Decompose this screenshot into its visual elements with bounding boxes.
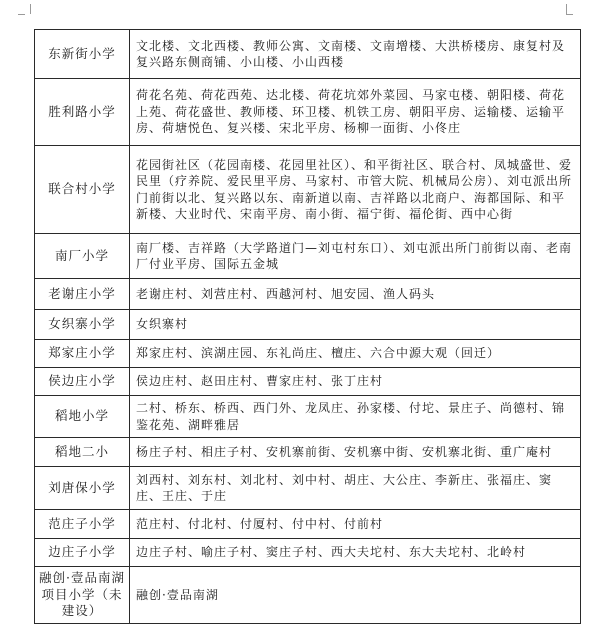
crop-mark-top-right xyxy=(566,4,573,14)
district-area-cell: 刘西村、刘东村、刘北村、刘中村、胡庄、大公庄、李新庄、张福庄、窦庄、王庄、于庄 xyxy=(130,467,581,510)
school-name-cell: 稻地小学 xyxy=(35,396,130,438)
district-area-cell: 荷花名苑、荷花西苑、达北楼、荷花坑郊外菜园、马家屯楼、朝阳楼、荷花上苑、荷花盛世、教师楼、环卫楼、机铁工房、朝阳平房、运输楼、运输平房、荷塘悦色、复兴楼、宋北平房、杨柳一面街、小佟庄 xyxy=(130,79,581,146)
table-row xyxy=(35,368,581,396)
table-row xyxy=(35,396,581,438)
table-row xyxy=(35,79,581,146)
district-area-cell: 老谢庄村、刘营庄村、西越河村、旭安园、渔人码头 xyxy=(130,279,581,310)
table-row xyxy=(35,567,581,624)
school-district-table xyxy=(34,29,581,624)
table-row xyxy=(35,310,581,340)
crop-mark-top-left-horizontal xyxy=(18,14,25,15)
table-row xyxy=(35,146,581,234)
district-area-cell: 南厂楼、吉祥路（大学路道门—刘屯村东口）、刘屯派出所门前街以南、老南厂付业平房、国际五金城 xyxy=(130,234,581,279)
table-row xyxy=(35,340,581,368)
district-area-cell: 融创·壹品南湖 xyxy=(130,567,581,624)
district-area-cell: 文北楼、文北西楼、教师公寓、文南楼、文南增楼、大洪桥楼房、康复村及复兴路东侧商铺、小山楼、小山西楼 xyxy=(130,30,581,79)
district-area-cell: 花园街社区（花园南楼、花园里社区）、和平街社区、联合村、凤城盛世、爱民里（疗养院、爱民里平房、马家村、市管大院、机械局公房）、刘屯派出所门前街以北、复兴路以东、南新道以南、吉祥路以北商户、海都国际、和平新楼、大业时代、宋南平房、南小街、福宁街、福伦街、西中心街 xyxy=(130,146,581,234)
school-name-cell: 联合村小学 xyxy=(35,146,130,234)
school-name-cell: 刘唐保小学 xyxy=(35,467,130,510)
school-name-cell: 稻地二小 xyxy=(35,438,130,467)
school-name-cell: 郑家庄小学 xyxy=(35,340,130,368)
school-name-cell: 女织寨小学 xyxy=(35,310,130,340)
table-row xyxy=(35,438,581,467)
district-area-cell: 边庄子村、喻庄子村、窦庄子村、西大夫坨村、东大夫坨村、北岭村 xyxy=(130,539,581,567)
table-row xyxy=(35,234,581,279)
table-row xyxy=(35,279,581,310)
school-name-cell: 范庄子小学 xyxy=(35,510,130,539)
district-area-cell: 范庄村、付北村、付厦村、付中村、付前村 xyxy=(130,510,581,539)
school-name-cell: 南厂小学 xyxy=(35,234,130,279)
district-area-cell: 郑家庄村、滨湖庄园、东礼尚庄、檀庄、六合中源大观（回迁） xyxy=(130,340,581,368)
school-name-cell: 老谢庄小学 xyxy=(35,279,130,310)
crop-mark-top-left xyxy=(24,4,31,14)
school-name-cell: 胜利路小学 xyxy=(35,79,130,146)
district-area-cell: 侯边庄村、赵田庄村、曹家庄村、张丁庄村 xyxy=(130,368,581,396)
district-area-cell: 二村、桥东、桥西、西门外、龙凤庄、孙家楼、付坨、景庄子、尚德村、锦鉴花苑、湖畔雅居 xyxy=(130,396,581,438)
table-row xyxy=(35,467,581,510)
district-area-cell: 女织寨村 xyxy=(130,310,581,340)
crop-mark-top-right-horizontal xyxy=(566,14,573,15)
table-row xyxy=(35,510,581,539)
school-name-cell: 边庄子小学 xyxy=(35,539,130,567)
district-area-cell: 杨庄子村、相庄子村、安机寨前街、安机寨中街、安机寨北街、重广庵村 xyxy=(130,438,581,467)
school-name-cell: 侯边庄小学 xyxy=(35,368,130,396)
table-row xyxy=(35,539,581,567)
school-name-cell: 融创·壹品南湖项目小学（未建设） xyxy=(35,567,130,624)
school-name-cell: 东新街小学 xyxy=(35,30,130,79)
table-row xyxy=(35,30,581,79)
